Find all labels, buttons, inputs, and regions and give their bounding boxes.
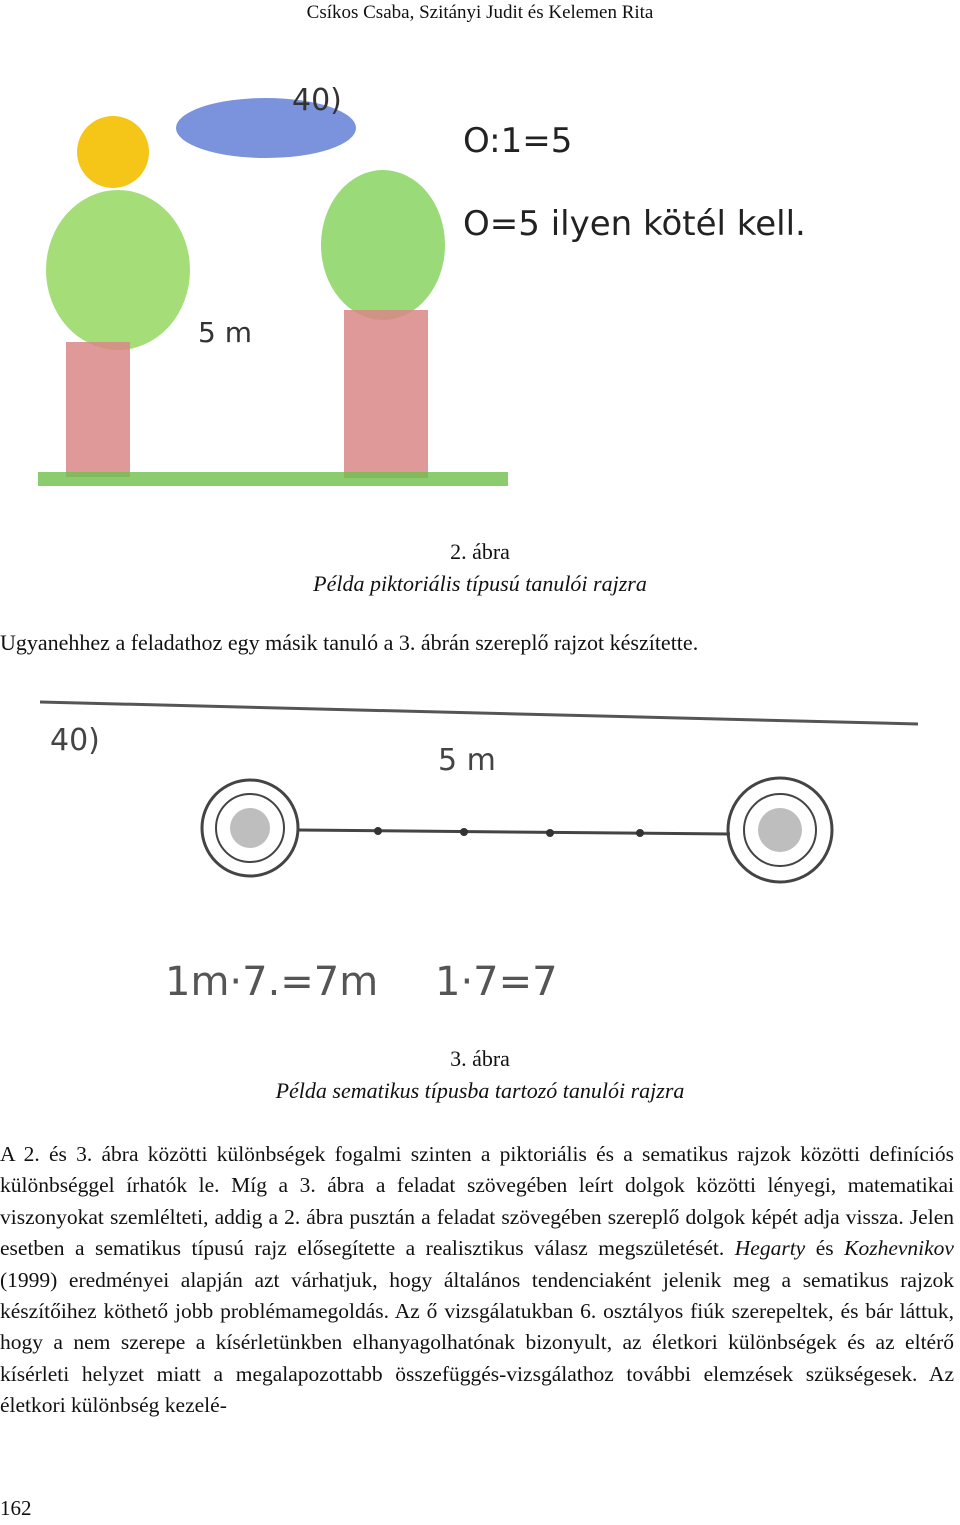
figure-2-caption [0, 536, 960, 600]
body-text-part-2: (1999) eredményei alapján azt várhatjuk, hogy általános tendenciaként jelenik meg a sematikus rajzok készítőihez köthető jobb problémamegoldás. Az ő vizsgálatukban 6. osztályos fiúk szerepeltek, és bár láttuk, hogy a nem szerepe a kísérletünkben elhanyagolhatónak bizonyult, az életkori különbségek és az eltérő kísérleti helyzet miatt a megalapozottabb összefüggés-vizsgálathoz további elemzések szükségesek. Az életkori különbség kezelé- [0, 1267, 954, 1418]
page-number: 162 [0, 1496, 32, 1520]
tree-trunk-right [344, 310, 428, 478]
answer-note: O=5 ilyen kötél kell. [463, 204, 806, 244]
figure-2-number: 2. ábra [450, 539, 510, 564]
height-label: 5 m [198, 316, 252, 349]
rope-mark [636, 829, 644, 837]
citation-author-2: Kozhevnikov [844, 1236, 954, 1261]
tree-crown-right [321, 170, 445, 320]
tree-circle-left [202, 780, 298, 876]
equation-left: 1m·7.=7m [165, 959, 379, 1005]
intro-sentence: Ugyanehhez a feladathoz egy másik tanuló a 3. ábrán szereplő rajzot készítette. [0, 630, 699, 655]
ratio-note: O:1=5 [463, 121, 573, 161]
tree-trunk-left [66, 342, 130, 477]
citation-conjunction: és [805, 1236, 845, 1261]
figure-3-caption [0, 1043, 960, 1107]
figure-3-title: Példa sematikus típusba tartozó tanulói rajzra [275, 1078, 685, 1103]
rope-mark [546, 829, 554, 837]
figure-2-drawing [38, 70, 922, 530]
distance-label: 5 m [438, 743, 496, 778]
tree-crown-left [46, 190, 190, 350]
sun [77, 116, 149, 188]
top-line [40, 702, 918, 724]
task-number-label: 40) [50, 723, 100, 758]
body-paragraph [0, 1139, 954, 1422]
tree-circle-right [728, 778, 832, 882]
figure-2-title: Példa piktoriális típusú tanulói rajzra [313, 571, 647, 596]
figure-3-drawing [40, 690, 922, 1020]
task-number-label: 40) [292, 83, 342, 118]
figure-3-number: 3. ábra [450, 1046, 510, 1071]
rope-mark [374, 827, 382, 835]
rope-mark [460, 828, 468, 836]
grass [38, 472, 508, 486]
running-header: Csíkos Csaba, Szitányi Judit és Kelemen Rita [306, 2, 654, 23]
equation-right: 1·7=7 [435, 959, 558, 1005]
citation-author-1: Hegarty [734, 1236, 806, 1261]
rope-line [298, 830, 730, 834]
body-text-part-1: A 2. és 3. ábra közötti különbségek fogalmi szinten a piktoriális és a sematikus rajzok közötti definíciós különbséggel írhatók le. Míg a 3. ábra a feladat szövegében leírt dolgok közötti lényegi, matematikai viszonyokat szemlélteti, addig a 2. ábra pusztán a feladat szövegében szereplő dolgok képét adja vissza. Jelen esetben a sematikus típusú rajz elősegítette a realisztikus válasz megszületését. [0, 1142, 954, 1261]
